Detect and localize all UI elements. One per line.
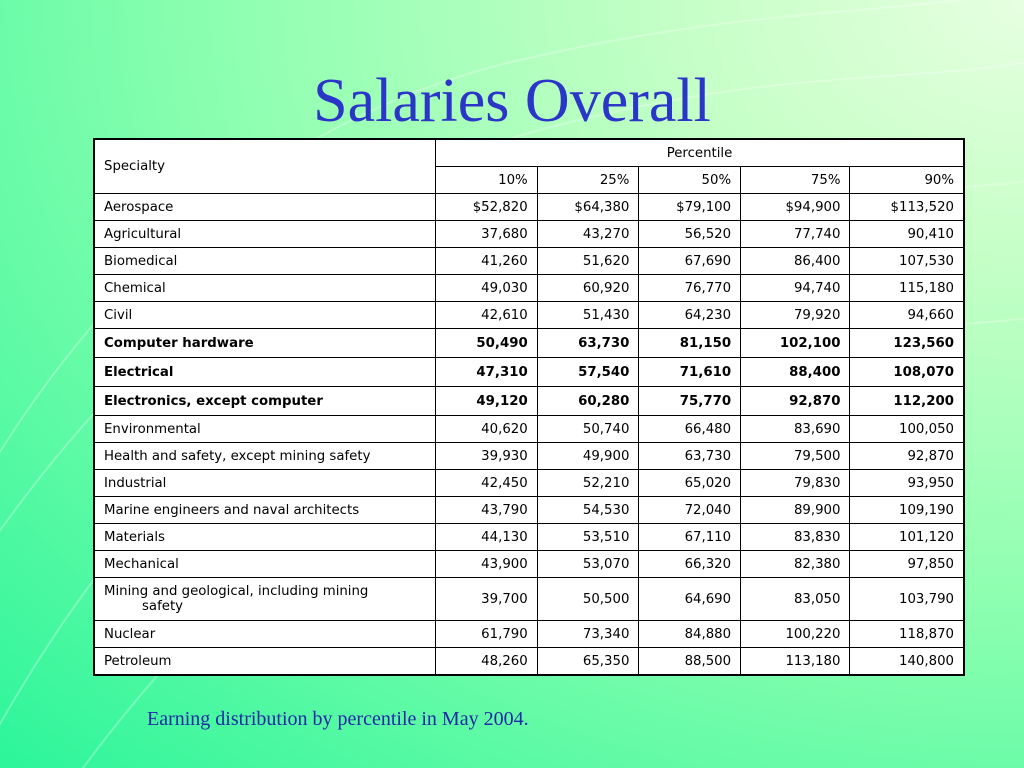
specialty-cell: [94, 551, 436, 578]
salary-cell: 50,500: [537, 578, 639, 621]
salary-cell: 83,050: [741, 578, 850, 621]
specialty-cell: [94, 578, 436, 621]
salary-cell: 86,400: [741, 248, 850, 275]
specialty-name: Electronics, except computer: [104, 393, 323, 409]
header-row: [94, 139, 964, 167]
slide-title: Salaries Overall: [313, 67, 711, 135]
column-header: 90%: [850, 167, 964, 194]
salary-cell: 118,870: [850, 621, 964, 648]
salary-cell: 48,260: [436, 648, 538, 676]
salary-table: [93, 138, 965, 676]
salary-cell: 57,540: [537, 358, 639, 387]
salary-cell: 94,660: [850, 302, 964, 329]
salary-cell: 41,260: [436, 248, 538, 275]
specialty-name: Biomedical: [104, 253, 178, 269]
specialty-name: Computer hardware: [104, 335, 254, 351]
table-row: [94, 621, 964, 648]
table-row: [94, 248, 964, 275]
salary-cell: 49,900: [537, 443, 639, 470]
salary-cell: 43,790: [436, 497, 538, 524]
salary-cell: 88,400: [741, 358, 850, 387]
specialty-cell: [94, 194, 436, 221]
specialty-header: Specialty: [94, 139, 436, 194]
salary-cell: 53,070: [537, 551, 639, 578]
salary-cell: $113,520: [850, 194, 964, 221]
salary-cell: 37,680: [436, 221, 538, 248]
salary-cell: $94,900: [741, 194, 850, 221]
table-row: [94, 329, 964, 358]
specialty-cell: [94, 275, 436, 302]
specialty-name: Agricultural: [104, 226, 182, 242]
specialty-cell: [94, 497, 436, 524]
table-row: [94, 358, 964, 387]
salary-cell: 79,500: [741, 443, 850, 470]
salary-cell: 84,880: [639, 621, 741, 648]
salary-cell: 43,270: [537, 221, 639, 248]
salary-cell: 101,120: [850, 524, 964, 551]
specialty-name: Industrial: [104, 475, 167, 491]
salary-cell: 51,430: [537, 302, 639, 329]
table-row: [94, 524, 964, 551]
salary-cell: 82,380: [741, 551, 850, 578]
salary-cell: 72,040: [639, 497, 741, 524]
column-header: 50%: [639, 167, 741, 194]
salary-cell: 65,020: [639, 470, 741, 497]
specialty-name: Mining and geological, including mining: [104, 584, 369, 599]
salary-cell: 64,690: [639, 578, 741, 621]
salary-cell: 102,100: [741, 329, 850, 358]
specialty-name: Petroleum: [104, 653, 172, 669]
specialty-cell: [94, 358, 436, 387]
salary-cell: 100,050: [850, 416, 964, 443]
specialty-name: Civil: [104, 307, 133, 323]
salary-cell: 53,510: [537, 524, 639, 551]
salary-cell: $64,380: [537, 194, 639, 221]
salary-cell: 66,320: [639, 551, 741, 578]
salary-cell: 51,620: [537, 248, 639, 275]
salary-cell: 97,850: [850, 551, 964, 578]
salary-cell: 42,450: [436, 470, 538, 497]
salary-cell: 47,310: [436, 358, 538, 387]
salary-cell: 44,130: [436, 524, 538, 551]
salary-cell: 75,770: [639, 387, 741, 416]
salary-cell: 54,530: [537, 497, 639, 524]
specialty-name: Electrical: [104, 364, 174, 380]
salary-cell: 109,190: [850, 497, 964, 524]
salary-cell: 77,740: [741, 221, 850, 248]
specialty-name: Aerospace: [104, 199, 174, 215]
specialty-name: Chemical: [104, 280, 166, 296]
table-row: [94, 443, 964, 470]
salary-cell: 60,280: [537, 387, 639, 416]
salary-cell: 61,790: [436, 621, 538, 648]
percentile-header: Percentile: [436, 139, 965, 167]
salary-cell: $79,100: [639, 194, 741, 221]
specialty-cell: [94, 248, 436, 275]
salary-cell: 107,530: [850, 248, 964, 275]
specialty-name: Health and safety, except mining safety: [104, 448, 371, 464]
salary-cell: 90,410: [850, 221, 964, 248]
salary-cell: 83,830: [741, 524, 850, 551]
specialty-name-continued: safety: [142, 599, 184, 614]
salary-cell: 113,180: [741, 648, 850, 676]
salary-cell: 100,220: [741, 621, 850, 648]
salary-cell: 108,070: [850, 358, 964, 387]
salary-cell: 60,920: [537, 275, 639, 302]
specialty-cell: [94, 221, 436, 248]
salary-cell: 115,180: [850, 275, 964, 302]
table-row: [94, 578, 964, 621]
salary-cell: 42,610: [436, 302, 538, 329]
salary-cell: 49,120: [436, 387, 538, 416]
specialty-name: Environmental: [104, 421, 201, 437]
specialty-name: Nuclear: [104, 626, 156, 642]
column-header: 10%: [436, 167, 538, 194]
salary-cell: 39,930: [436, 443, 538, 470]
table-row: [94, 302, 964, 329]
salary-cell: 50,740: [537, 416, 639, 443]
salary-cell: 140,800: [850, 648, 964, 676]
salary-cell: 63,730: [639, 443, 741, 470]
salary-cell: 63,730: [537, 329, 639, 358]
salary-cell: 76,770: [639, 275, 741, 302]
salary-cell: 66,480: [639, 416, 741, 443]
table-row: [94, 275, 964, 302]
salary-cell: 49,030: [436, 275, 538, 302]
table-row: [94, 194, 964, 221]
column-header: 25%: [537, 167, 639, 194]
salary-cell: 79,920: [741, 302, 850, 329]
salary-cell: 52,210: [537, 470, 639, 497]
caption: Earning distribution by percentile in May 2004.: [147, 708, 529, 730]
salary-cell: 67,690: [639, 248, 741, 275]
specialty-cell: [94, 470, 436, 497]
specialty-cell: [94, 443, 436, 470]
column-header: 75%: [741, 167, 850, 194]
salary-cell: 103,790: [850, 578, 964, 621]
table-row: [94, 470, 964, 497]
salary-cell: $52,820: [436, 194, 538, 221]
specialty-cell: [94, 621, 436, 648]
salary-cell: 123,560: [850, 329, 964, 358]
table-row: [94, 551, 964, 578]
table-row: [94, 497, 964, 524]
salary-cell: 43,900: [436, 551, 538, 578]
salary-cell: 67,110: [639, 524, 741, 551]
salary-cell: 92,870: [741, 387, 850, 416]
specialty-cell: [94, 302, 436, 329]
table-row: [94, 648, 964, 676]
specialty-cell: [94, 329, 436, 358]
salary-cell: 40,620: [436, 416, 538, 443]
salary-cell: 50,490: [436, 329, 538, 358]
specialty-cell: [94, 524, 436, 551]
salary-cell: 93,950: [850, 470, 964, 497]
salary-cell: 71,610: [639, 358, 741, 387]
salary-cell: 94,740: [741, 275, 850, 302]
specialty-cell: [94, 648, 436, 676]
salary-cell: 39,700: [436, 578, 538, 621]
specialty-cell: [94, 387, 436, 416]
specialty-name: Materials: [104, 529, 165, 545]
table-row: [94, 387, 964, 416]
salary-cell: 56,520: [639, 221, 741, 248]
salary-cell: 81,150: [639, 329, 741, 358]
table-row: [94, 416, 964, 443]
salary-cell: 83,690: [741, 416, 850, 443]
salary-cell: 112,200: [850, 387, 964, 416]
table-row: [94, 221, 964, 248]
salary-cell: 88,500: [639, 648, 741, 676]
salary-cell: 89,900: [741, 497, 850, 524]
salary-cell: 79,830: [741, 470, 850, 497]
specialty-name: Mechanical: [104, 556, 179, 572]
salary-cell: 73,340: [537, 621, 639, 648]
specialty-name: Marine engineers and naval architects: [104, 502, 360, 518]
specialty-cell: [94, 416, 436, 443]
salary-cell: 64,230: [639, 302, 741, 329]
salary-cell: 92,870: [850, 443, 964, 470]
salary-cell: 65,350: [537, 648, 639, 676]
